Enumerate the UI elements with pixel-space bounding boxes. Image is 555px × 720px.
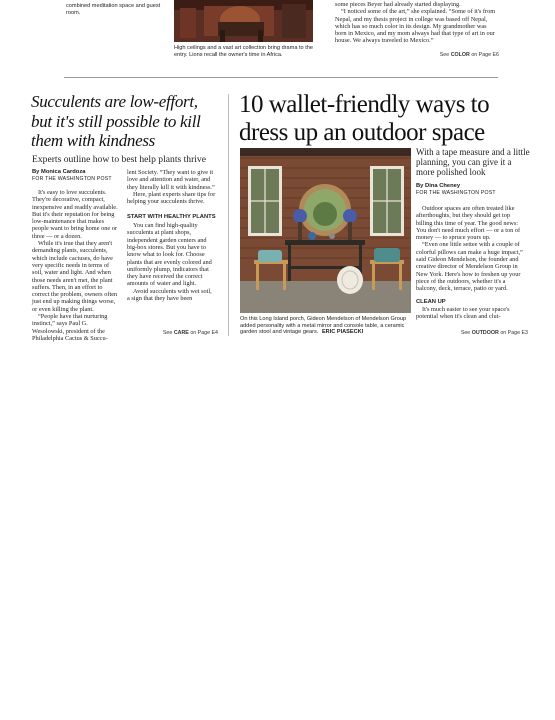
jump-line-color[interactable]: See COLOR on Page E6 bbox=[439, 52, 499, 58]
paragraph: Here, plant experts share tips for helping your succulents thrive. bbox=[127, 190, 216, 206]
entry-photo bbox=[174, 0, 313, 42]
paragraph: It's easy to love succulents. They're decorative, compact, inexpensive and readily available. But it's their reputation for being low-maintenance that makes people want to bring home one or three — or a dozen. bbox=[32, 189, 118, 240]
outdoor-byline bbox=[416, 183, 531, 197]
succulents-headline: Succulents are low-effort, but it's still possible to kill them with kindness bbox=[31, 92, 201, 150]
photo-credit: ERIC PIASECKI bbox=[321, 329, 364, 336]
caption-entry: High ceilings and a vast art collection bring drama to the entry. Lions recall the owner's time in Africa. bbox=[174, 45, 313, 58]
section-divider bbox=[64, 77, 498, 78]
author-org: FOR THE WASHINGTON POST bbox=[32, 176, 112, 182]
paragraph: While it's true that they aren't demanding plants, succulents, which include cactuses, do have very specific needs in terms of soil, water and light. And when those needs aren't met, the plant suffers. Then, in an effort to correct the problem, owners often just end up making things worse, or even killing the plant. bbox=[32, 240, 118, 313]
paragraph: lent Society. “They want to give it love and attention and water, and they literally kill it with kindness.” bbox=[127, 169, 215, 191]
outdoor-subhead: CLEAN UP bbox=[416, 298, 446, 305]
jump-line-care[interactable]: See CARE on Page E4 bbox=[162, 330, 218, 336]
succulents-column-2 bbox=[127, 169, 216, 302]
paragraph: It's much easier to see your space's potential when it's clean and clut- bbox=[416, 306, 510, 321]
column-rule bbox=[228, 94, 229, 336]
paragraph: Outdoor spaces are often treated like afterthoughts, but they should get top billing this time of year. The good news: You don't need much effort — or a ton of money — to spruce yours up. bbox=[416, 205, 521, 242]
caption-meditation-room: combined meditation space and guest room. bbox=[66, 3, 161, 16]
paragraph: Avoid succulents with wet soil, a sign that they have been bbox=[127, 287, 212, 303]
author-name: By Monica Cardoza bbox=[32, 169, 86, 175]
succulents-deck: Experts outline how to best help plants thrive bbox=[32, 154, 206, 165]
outdoor-deck: With a tape measure and a little planning, you can give it a more polished look bbox=[416, 147, 530, 178]
author-name: By Dina Cheney bbox=[416, 183, 461, 189]
paragraph: “Even one little settee with a couple of colorful pillows can make a huge impact,” said Gideon Mendelson, the founder and creative director of Mendelson Group in New York. Here's how to freshen up your piece of the outdoors, whether it's a balcony, deck, terrace, patio or yard. bbox=[416, 241, 523, 293]
porch-photo bbox=[240, 148, 411, 313]
succulents-column-1 bbox=[32, 189, 121, 342]
color-story-text bbox=[335, 1, 497, 45]
author-org: FOR THE WASHINGTON POST bbox=[416, 190, 496, 196]
succulents-subhead: START WITH HEALTHY PLANTS bbox=[127, 214, 216, 221]
paragraph: You can find high-quality succulents at plant shops, independent garden centers and big-box stores. But you have to know what to look for. Choose plants that are evenly colored and uniformly plump, indicators that they have received the correct amounts of water and light. bbox=[127, 222, 212, 288]
succulents-byline bbox=[32, 169, 127, 183]
paragraph: “I noticed some of the art,” she explained. “Some of it's from Nepal, and my thesis project in college was based off Nepal, which has so much color in its design. My grandmother was born in Mexico, and my mom always had that type of art in our house. We always traveled to Mexico.” bbox=[335, 8, 496, 45]
jump-line-outdoor[interactable]: See OUTDOOR on Page E3 bbox=[460, 330, 528, 336]
outdoor-headline: 10 wallet-friendly ways to dress up an outdoor space bbox=[239, 91, 490, 146]
paragraph: “People have that nurturing instinct,” says Paul G. Wesolowski, president of the Philadelphia Cactus & Succu- bbox=[32, 313, 108, 342]
paragraph: some pieces Beyer had already started displaying. bbox=[335, 1, 461, 8]
outdoor-body bbox=[416, 205, 528, 321]
porch-photo-caption: On this Long Island porch, Gideon Mendelson of Mendelson Group added personality with a metal mirror and console table, a ceramic garden stool and vintage gears. ERIC PIASECKI bbox=[240, 316, 407, 336]
